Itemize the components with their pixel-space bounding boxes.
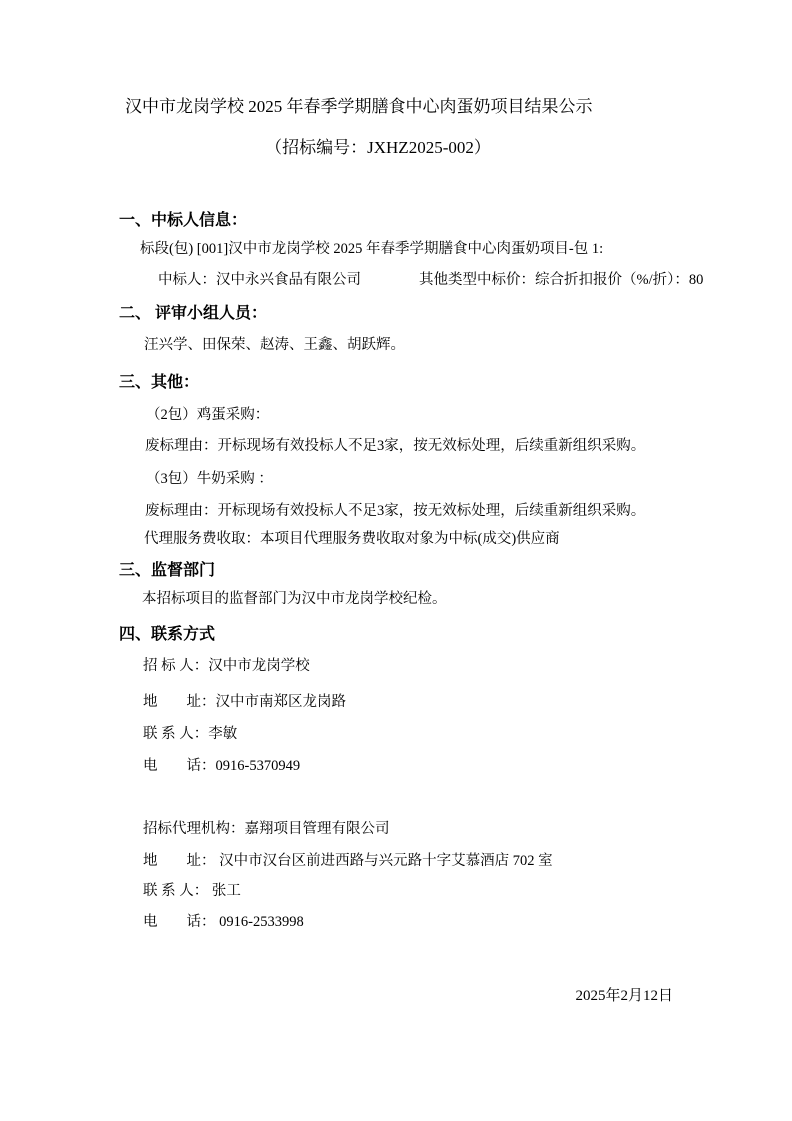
section-heading-supervision: 三、监督部门 <box>119 562 216 579</box>
bid-number: （招标编号：JXHZ2025-002） <box>265 138 491 157</box>
section-heading-winner-info: 一、中标人信息： <box>119 212 248 229</box>
package2-title: （2包）鸡蛋采购： <box>146 407 270 423</box>
agency-name-value: 嘉翔项目管理有限公司 <box>244 821 390 837</box>
agency-contact-value: 张工 <box>211 883 241 899</box>
agency-phone-value: 0916-2533998 <box>219 914 304 930</box>
tenderer-contact-label: 联 系 人： <box>143 726 209 742</box>
section-heading-contact: 四、联系方式 <box>119 626 216 643</box>
agency-phone-row <box>143 913 304 933</box>
agency-phone-label: 电 话： <box>143 914 220 930</box>
tenderer-name-value: 汉中市龙岗学校 <box>208 658 310 674</box>
tenderer-contact-row <box>143 725 237 745</box>
package3-invalid-reason: 废标理由：开标现场有效投标人不足3家，按无效标处理，后续重新组织采购。 <box>145 503 646 519</box>
publish-date: 2025年2月12日 <box>575 988 673 1004</box>
page-title: 汉中市龙岗学校 2025 年春季学期膳食中心肉蛋奶项目结果公示 <box>125 97 593 116</box>
tenderer-name-label: 招 标 人： <box>143 658 209 674</box>
winner-line <box>158 271 703 291</box>
agency-contact-label: 联 系 人： <box>143 883 212 899</box>
tenderer-phone-label: 电 话： <box>143 758 216 774</box>
agency-contact-row <box>143 882 241 902</box>
agency-name-row <box>143 820 390 840</box>
tenderer-address-value: 汉中市南郑区龙岗路 <box>215 694 346 710</box>
tenderer-contact-value: 李敏 <box>208 726 238 742</box>
agency-address-value: 汉中市汉台区前进西路与兴元路十字艾慕酒店 702 室 <box>219 853 553 869</box>
tenderer-name-row <box>143 657 310 677</box>
agency-name-label: 招标代理机构： <box>143 821 245 837</box>
agency-fee-note: 代理服务费收取：本项目代理服务费收取对象为中标(成交)供应商 <box>144 531 560 547</box>
review-panel-members: 汪兴学、田保荣、赵涛、王鑫、胡跃辉。 <box>144 337 405 353</box>
agency-address-label: 地 址： <box>143 853 220 869</box>
tenderer-address-row <box>143 693 346 713</box>
section-heading-other: 三、其他： <box>119 374 200 391</box>
tenderer-phone-value: 0916-5370949 <box>215 758 301 774</box>
package3-title: （3包）牛奶采购 ： <box>146 471 273 487</box>
lot-description: 标段(包) [001]汉中市龙岗学校 2025 年春季学期膳食中心肉蛋奶项目-包 1: <box>140 241 604 257</box>
agency-address-row <box>143 852 553 872</box>
winner-name: 中标人：汉中永兴食品有限公司 <box>158 272 361 288</box>
tenderer-phone-row <box>143 757 300 777</box>
tenderer-address-label: 地 址： <box>143 694 216 710</box>
section-heading-review-panel: 二、 评审小组人员： <box>119 305 268 322</box>
package2-invalid-reason: 废标理由：开标现场有效投标人不足3家，按无效标处理，后续重新组织采购。 <box>145 438 646 454</box>
winner-price: 其他类型中标价：综合折扣报价（%/折）：80 <box>419 272 704 288</box>
supervision-body: 本招标项目的监督部门为汉中市龙岗学校纪检。 <box>142 591 447 607</box>
